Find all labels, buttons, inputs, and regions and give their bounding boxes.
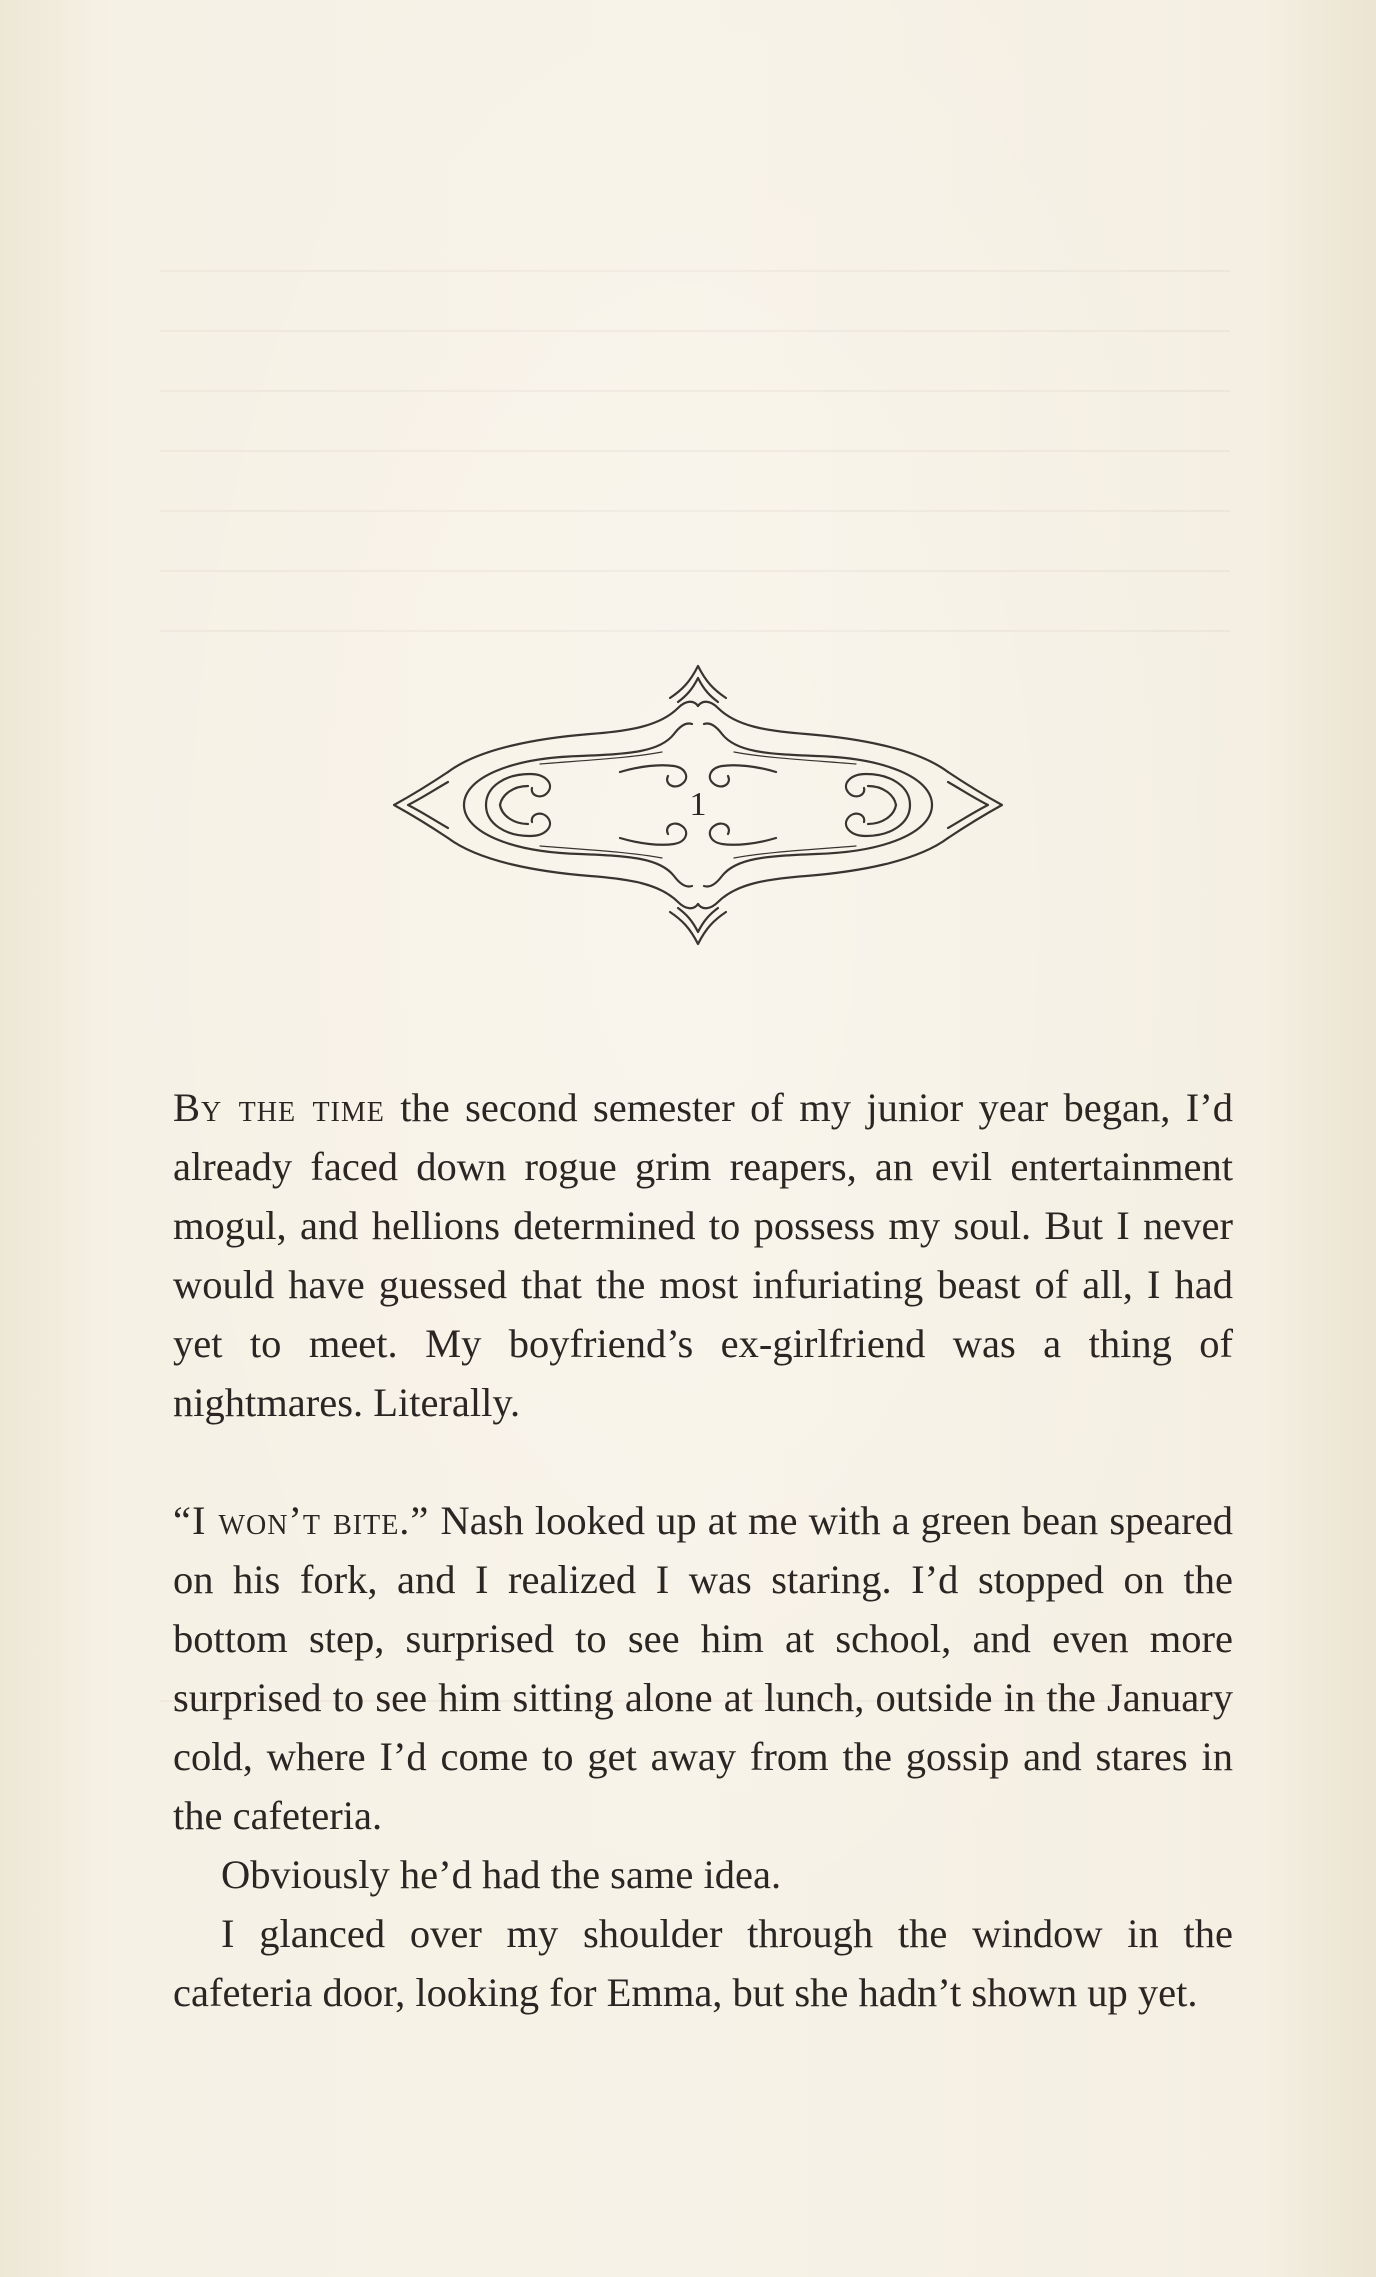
paragraph xyxy=(173,1491,1233,1845)
paragraph: Obviously he’d had the same idea. xyxy=(221,1852,782,1897)
show-through-line xyxy=(160,390,1230,392)
show-through-line xyxy=(160,450,1230,452)
show-through-line xyxy=(160,270,1230,272)
paragraph-text: the second semester of my junior year began, I’d already faced down rogue grim reapers, an evil entertainment mogul, and hellions determined to possess my soul. But I never would have guessed that the most infuriating beast of all, I had yet to meet. My boyfriend’s ex-girlfriend was a thing of nightmares. Literally. xyxy=(173,1085,1233,1425)
paragraph xyxy=(173,1078,1233,1432)
show-through-line xyxy=(160,630,1230,632)
show-through-line xyxy=(160,510,1230,512)
show-through-line xyxy=(160,330,1230,332)
paragraph-text: Nash looked up at me with a green bean speared on his fork, and I realized I was staring. I’d stopped on the bottom step, surprised to see him at school, and even more surprised to see him sitting alone at lunch, outside in the January cold, where I’d come to get away from the gossip and stares in the cafeteria. xyxy=(173,1498,1233,1838)
chapter-number: 1 xyxy=(689,786,707,823)
paragraph: I glanced over my shoulder through the window in the cafeteria door, looking for Emma, but she hadn’t shown up yet. xyxy=(173,1911,1233,2015)
chapter-opening-small-caps: By the time xyxy=(173,1085,385,1130)
body-text xyxy=(173,1078,1233,2022)
show-through-line xyxy=(160,570,1230,572)
dialogue-opening-small-caps: “I won’t bite.” xyxy=(173,1498,430,1543)
